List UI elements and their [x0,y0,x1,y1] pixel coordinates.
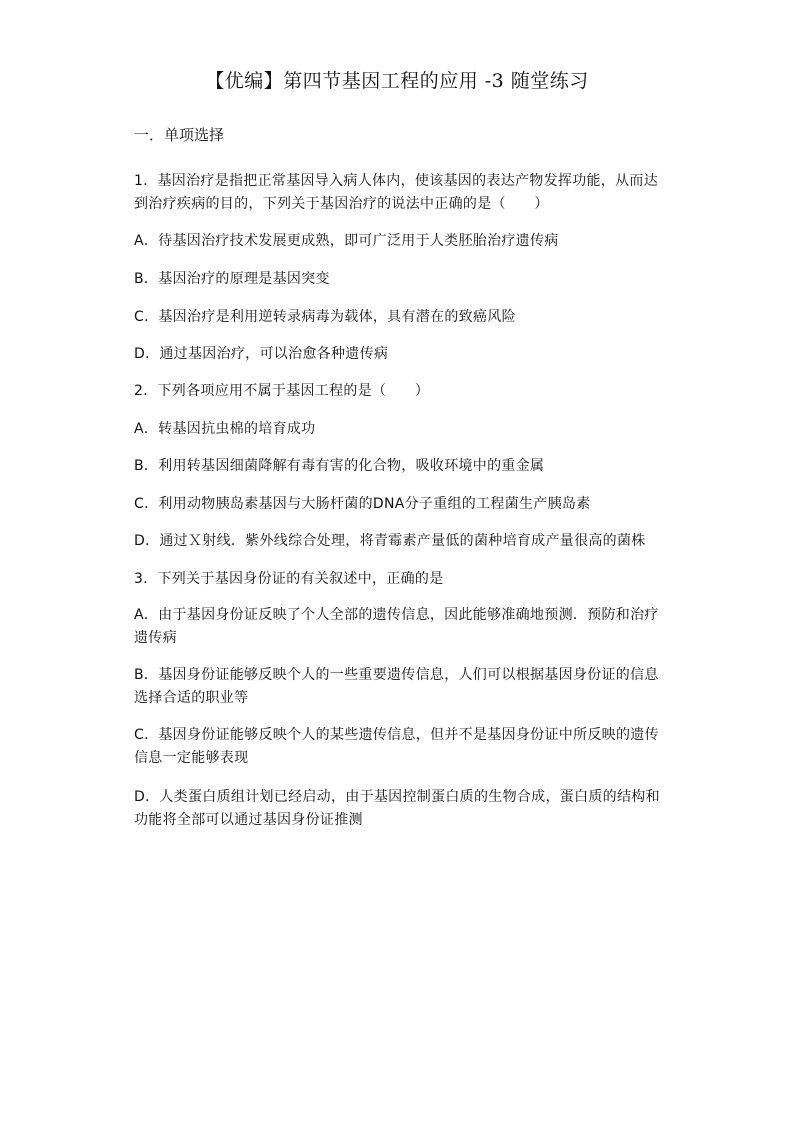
question-2-option-b: B．利用转基因细菌降解有毒有害的化合物，吸收环境中的重金属 [134,458,545,474]
question-3-option-d: D．人类蛋白质组计划已经启动，由于基因控制蛋白质的生物合成，蛋白质的结构和功能将全部可以通过基因身份证推测 [134,789,660,828]
question-3-stem: 3．下列关于基因身份证的有关叙述中，正确的是 [134,571,444,587]
question-1-option-d: D．通过基因治疗，可以治愈各种遗传病 [134,346,389,362]
question-2-stem: 2．下列各项应用不属于基因工程的是（ ） [134,383,430,399]
question-2-option-c: C．利用动物胰岛素基因与大肠杆菌的DNA分子重组的工程菌生产胰岛素 [134,496,591,512]
question-1-option-c: C．基因治疗是利用逆转录病毒为载体，具有潜在的致癌风险 [134,309,516,325]
question-2-option-a: A．转基因抗虫棉的培育成功 [134,421,316,437]
question-3-option-c: C．基因身份证能够反映个人的某些遗传信息，但并不是基因身份证中所反映的遗传信息一定能够表现 [134,727,659,766]
question-1-option-b: B．基因治疗的原理是基因突变 [134,271,330,287]
question-1-option-a: A．待基因治疗技术发展更成熟，即可广泛用于人类胚胎治疗遗传病 [134,233,559,249]
question-3-option-b: B．基因身份证能够反映个人的一些重要遗传信息，人们可以根据基因身份证的信息选择合适的职业等 [134,667,659,706]
page-title: 【优编】第四节基因工程的应用 -3 随堂练习 [205,70,589,92]
section-heading: 一．单项选择 [134,126,225,144]
question-3-option-a: A．由于基因身份证反映了个人全部的遗传信息，因此能够准确地预测．预防和治疗遗传病 [134,607,659,646]
question-2-option-d: D．通过Ｘ射线．紫外线综合处理，将青霉素产量低的菌种培育成产量很高的菌株 [134,533,646,549]
question-1-stem: 1．基因治疗是指把正常基因导入病人体内，使该基因的表达产物发挥功能，从而达到治疗疾病的目的，下列关于基因治疗的说法中正确的是（ ） [134,173,659,212]
